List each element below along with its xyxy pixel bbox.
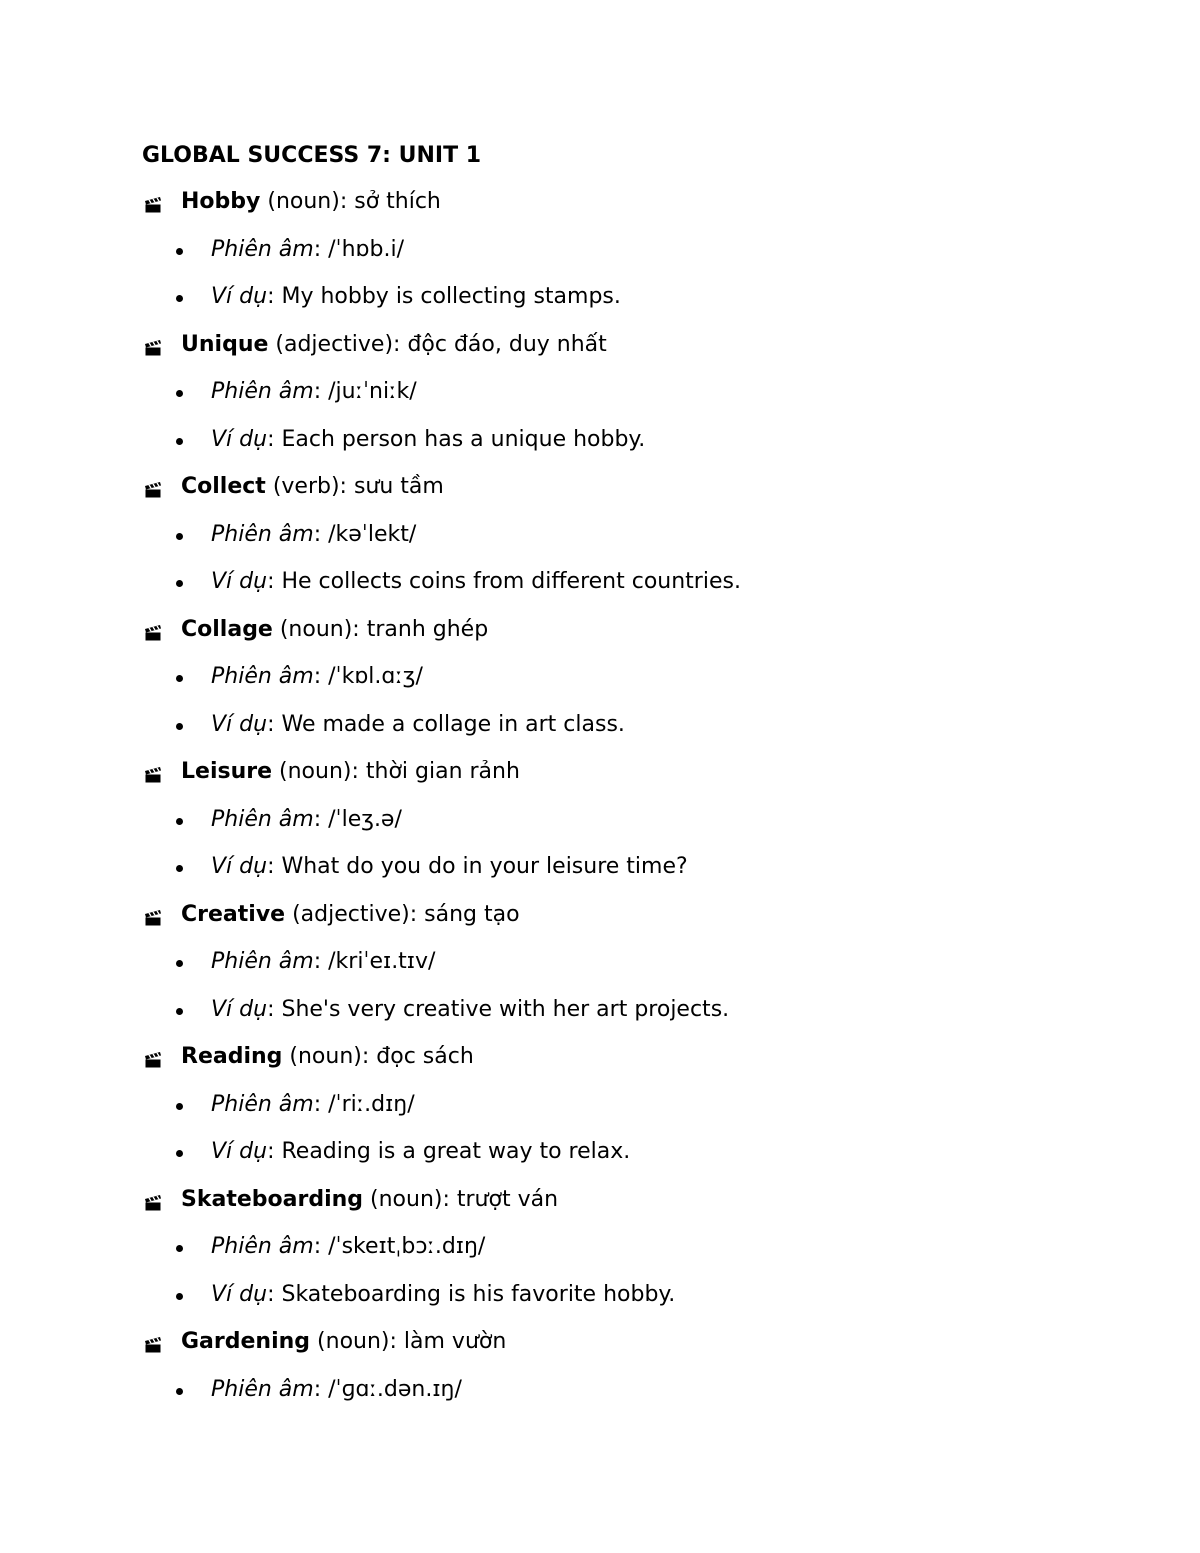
phonetic-line-value: : /kəˈlekt/ <box>313 521 417 547</box>
example-line <box>0 1280 1200 1328</box>
phonetic-line-value: : /juːˈniːk/ <box>313 379 417 404</box>
entry-heading <box>181 187 441 217</box>
entry-heading <box>181 330 607 360</box>
bullet-icon <box>176 295 183 302</box>
clapperboard-icon <box>143 1048 163 1068</box>
vocab-word: Gardening <box>181 1329 311 1354</box>
phonetic-line-label: Phiên âm <box>211 949 314 974</box>
phonetic-line-value: : /ˈleʒ.ə/ <box>313 806 402 832</box>
bullet-icon <box>176 248 183 255</box>
phonetic-line-value: : /kriˈeɪ.tɪv/ <box>313 949 436 974</box>
example-line-text <box>211 852 688 882</box>
bullet-icon <box>176 390 183 397</box>
example-line-value: : We made a collage in art class. <box>267 711 625 737</box>
example-line-value: : He collects coins from different countries. <box>267 569 741 594</box>
vietnamese-meaning: trượt ván <box>456 1186 559 1212</box>
phonetic-line <box>0 1375 1200 1423</box>
example-line-value: : My hobby is collecting stamps. <box>267 284 621 309</box>
vocab-word: Collect <box>181 474 266 499</box>
vocab-entry-collect <box>0 472 1200 520</box>
phonetic-line <box>0 805 1200 853</box>
vocab-entry-gardening <box>0 1327 1200 1375</box>
vocab-word: Skateboarding <box>181 1186 364 1212</box>
vietnamese-meaning: sáng tạo <box>424 901 520 927</box>
vocab-entry-leisure <box>0 757 1200 805</box>
phonetic-line-label: Phiên âm <box>211 379 314 404</box>
phonetic-line-value: : /ˈkɒl.ɑːʒ/ <box>313 664 423 689</box>
phonetic-line-label: Phiên âm <box>211 236 314 262</box>
example-line-value: : She's very creative with her art projects. <box>267 996 730 1022</box>
vocab-word: Reading <box>181 1044 283 1069</box>
example-line <box>0 425 1200 473</box>
part-of-speech: (noun): <box>363 1186 457 1212</box>
phonetic-line-label: Phiên âm <box>211 1234 314 1259</box>
phonetic-line-text <box>211 520 416 550</box>
part-of-speech: (noun): <box>272 759 366 784</box>
example-line-value: : Reading is a great way to relax. <box>267 1139 631 1164</box>
vocab-entry-hobby <box>0 187 1200 235</box>
clapperboard-icon <box>143 621 163 641</box>
vocab-word: Collage <box>181 616 273 642</box>
example-line-label: Ví dụ <box>211 569 268 594</box>
phonetic-line-text <box>211 1090 415 1120</box>
vietnamese-meaning: độc đáo, duy nhất <box>407 331 607 357</box>
phonetic-line <box>0 662 1200 710</box>
part-of-speech: (adjective): <box>285 901 425 927</box>
vietnamese-meaning: sưu tầm <box>353 474 444 499</box>
phonetic-line-value: : /ˈhɒb.i/ <box>313 236 404 262</box>
phonetic-line <box>0 235 1200 283</box>
phonetic-line-value: : /ˈskeɪtˌbɔː.dɪŋ/ <box>313 1234 486 1259</box>
example-line-value: : Each person has a unique hobby. <box>267 426 646 452</box>
vocab-entry-unique <box>0 330 1200 378</box>
entry-heading <box>181 615 488 645</box>
example-line-label: Ví dụ <box>211 711 268 737</box>
vocab-word: Creative <box>181 901 286 927</box>
phonetic-line-text <box>211 1232 485 1262</box>
page-title: GLOBAL SUCCESS 7: UNIT 1 <box>142 143 482 168</box>
vocab-word: Leisure <box>181 759 273 784</box>
bullet-icon <box>176 1150 183 1157</box>
phonetic-line-label: Phiên âm <box>211 806 314 832</box>
bullet-icon <box>176 1008 183 1015</box>
phonetic-line-value: : /ˈɡɑː.dən.ɪŋ/ <box>313 1376 462 1402</box>
example-line-label: Ví dụ <box>211 1139 268 1164</box>
phonetic-line-text <box>211 235 404 265</box>
vietnamese-meaning: đọc sách <box>376 1044 474 1069</box>
vietnamese-meaning: thời gian rảnh <box>365 759 520 784</box>
example-line-value: : Skateboarding is his favorite hobby. <box>267 1281 676 1307</box>
phonetic-line-label: Phiên âm <box>211 1091 314 1117</box>
vocabulary-list <box>0 187 1200 1422</box>
phonetic-line-text <box>211 662 423 692</box>
clapperboard-icon <box>143 336 163 356</box>
example-line-label: Ví dụ <box>211 284 268 309</box>
phonetic-line-text <box>211 805 402 835</box>
bullet-icon <box>176 960 183 967</box>
example-line-text <box>211 995 729 1025</box>
phonetic-line-label: Phiên âm <box>211 664 314 689</box>
phonetic-line-text <box>211 377 417 407</box>
example-line <box>0 995 1200 1043</box>
vocab-word: Unique <box>181 331 269 357</box>
phonetic-line <box>0 947 1200 995</box>
clapperboard-icon <box>143 763 163 783</box>
vocab-entry-creative <box>0 900 1200 948</box>
example-line-label: Ví dụ <box>211 996 268 1022</box>
bullet-icon <box>176 1293 183 1300</box>
bullet-icon <box>176 1245 183 1252</box>
phonetic-line <box>0 520 1200 568</box>
bullet-icon <box>176 438 183 445</box>
part-of-speech: (noun): <box>310 1329 404 1354</box>
bullet-icon <box>176 675 183 682</box>
phonetic-line-text <box>211 1375 462 1405</box>
example-line-text <box>211 567 741 597</box>
entry-heading <box>181 1042 474 1072</box>
phonetic-line-label: Phiên âm <box>211 521 314 547</box>
example-line <box>0 282 1200 330</box>
entry-heading <box>181 900 520 930</box>
bullet-icon <box>176 818 183 825</box>
phonetic-line <box>0 1232 1200 1280</box>
example-line-label: Ví dụ <box>211 426 268 452</box>
phonetic-line-value: : /ˈriː.dɪŋ/ <box>313 1091 415 1117</box>
example-line-label: Ví dụ <box>211 854 268 879</box>
vocab-entry-collage <box>0 615 1200 663</box>
example-line <box>0 567 1200 615</box>
entry-heading <box>181 757 520 787</box>
vocab-word: Hobby <box>181 189 261 214</box>
bullet-icon <box>176 865 183 872</box>
bullet-icon <box>176 1103 183 1110</box>
vietnamese-meaning: làm vườn <box>403 1329 507 1354</box>
example-line <box>0 710 1200 758</box>
part-of-speech: (noun): <box>282 1044 377 1069</box>
vocab-entry-skateboarding <box>0 1185 1200 1233</box>
example-line <box>0 852 1200 900</box>
clapperboard-icon <box>143 478 163 498</box>
entry-heading <box>181 472 444 502</box>
example-line-text <box>211 1280 675 1310</box>
phonetic-line-label: Phiên âm <box>211 1376 314 1402</box>
part-of-speech: (verb): <box>265 474 354 499</box>
part-of-speech: (noun): <box>260 189 355 214</box>
clapperboard-icon <box>143 1333 163 1353</box>
clapperboard-icon <box>143 193 163 213</box>
part-of-speech: (noun): <box>272 616 367 642</box>
example-line-value: : What do you do in your leisure time? <box>267 854 688 879</box>
example-line <box>0 1137 1200 1185</box>
example-line-text <box>211 1137 630 1167</box>
example-line-text <box>211 710 625 740</box>
bullet-icon <box>176 580 183 587</box>
clapperboard-icon <box>143 906 163 926</box>
part-of-speech: (adjective): <box>268 331 408 357</box>
entry-heading <box>181 1327 506 1357</box>
example-line-text <box>211 282 621 312</box>
vocab-entry-reading <box>0 1042 1200 1090</box>
example-line-text <box>211 425 645 455</box>
vietnamese-meaning: tranh ghép <box>366 616 489 642</box>
bullet-icon <box>176 533 183 540</box>
vietnamese-meaning: sở thích <box>354 189 441 214</box>
phonetic-line-text <box>211 947 435 977</box>
phonetic-line <box>0 1090 1200 1138</box>
example-line-label: Ví dụ <box>211 1281 268 1307</box>
bullet-icon <box>176 723 183 730</box>
clapperboard-icon <box>143 1191 163 1211</box>
entry-heading <box>181 1185 558 1215</box>
bullet-icon <box>176 1388 183 1395</box>
phonetic-line <box>0 377 1200 425</box>
